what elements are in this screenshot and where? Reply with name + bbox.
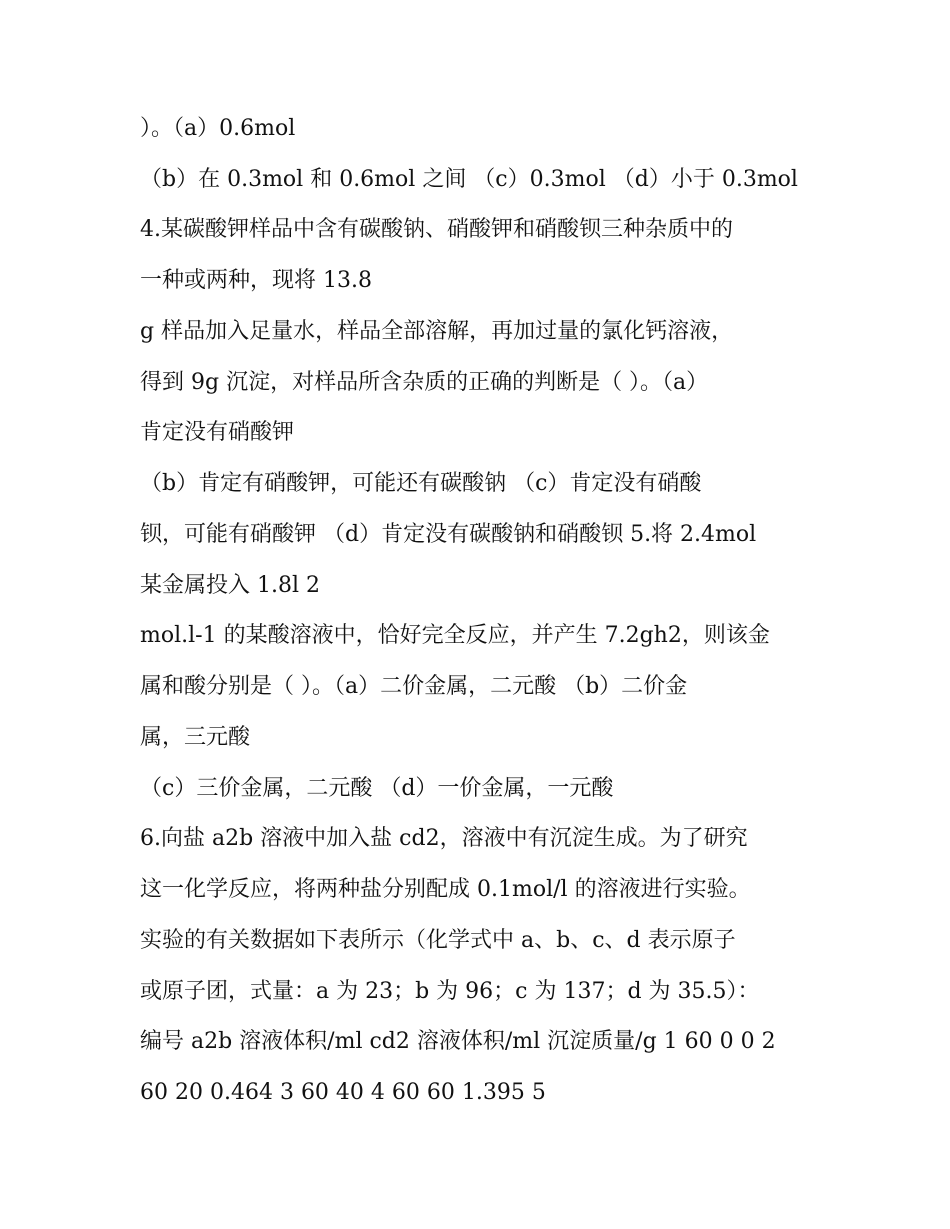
text-line-17: 实验的有关数据如下表所示（化学式中 a、b、c、d 表示原子 [140, 928, 736, 953]
text-line-8: （b）肯定有硝酸钾，可能还有碳酸钠 （c）肯定没有硝酸 [140, 471, 702, 496]
text-line-9: 钡，可能有硝酸钾 （d）肯定没有碳酸钠和硝酸钡 5.将 2.4mol [140, 522, 757, 547]
text-line-15: 6.向盐 a2b 溶液中加入盐 cd2，溶液中有沉淀生成。为了研究 [140, 826, 748, 851]
text-line-16: 这一化学反应，将两种盐分别配成 0.1mol/l 的溶液进行实验。 [140, 877, 751, 902]
text-line-11: mol.l-1 的某酸溶液中，恰好完全反应，并产生 7.2gh2，则该金 [140, 623, 770, 648]
text-line-1: ）。（a）0.6mol [140, 116, 296, 141]
text-line-13: 属，三元酸 [140, 725, 251, 750]
text-line-19: 编号 a2b 溶液体积/ml cd2 溶液体积/ml 沉淀质量/g 1 60 0 0 2 [140, 1029, 776, 1054]
text-line-5: g 样品加入足量水，样品全部溶解，再加过量的氯化钙溶液， [140, 319, 734, 344]
text-line-3: 4.某碳酸钾样品中含有碳酸钠、硝酸钾和硝酸钡三种杂质中的 [140, 217, 733, 242]
text-line-2: （b）在 0.3mol 和 0.6mol 之间 （c）0.3mol （d）小于 0.3mol [140, 167, 798, 192]
text-line-7: 肯定没有硝酸钾 [140, 420, 295, 445]
text-line-12: 属和酸分别是（ ）。（a）二价金属，二元酸 （b）二价金 [140, 674, 688, 699]
text-line-4: 一种或两种，现将 13.8 [140, 268, 372, 293]
text-line-14: （c）三价金属，二元酸 （d）一价金属，一元酸 [140, 776, 614, 801]
text-line-10: 某金属投入 1.8l 2 [140, 573, 321, 598]
text-line-20: 60 20 0.464 3 60 40 4 60 60 1.395 5 [140, 1080, 546, 1105]
text-line-6: 得到 9g 沉淀，对样品所含杂质的正确的判断是（ ）。（a） [140, 370, 709, 395]
text-line-18: 或原子团，式量：a 为 23；b 为 96；c 为 137；d 为 35.5）： [140, 979, 760, 1004]
